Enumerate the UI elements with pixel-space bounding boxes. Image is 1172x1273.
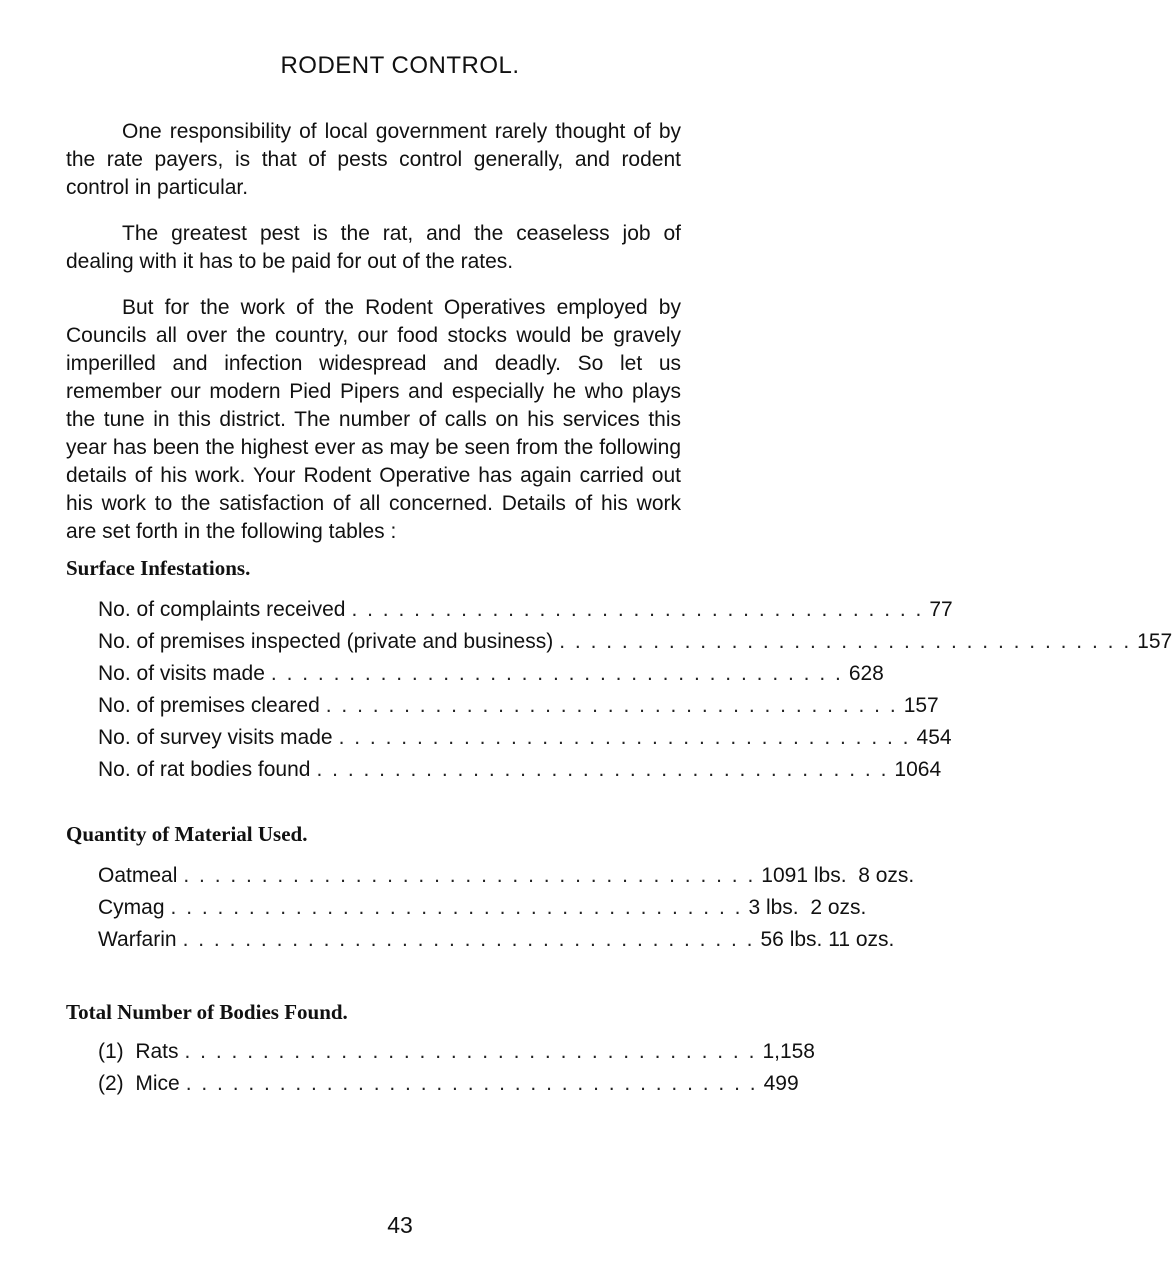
row-label: Warfarin [98, 928, 177, 951]
leader-dots: . . . . . . . . . . . . . . . . . . . . . . . . . . . . . . . . . . . . . [325, 694, 898, 717]
row-value: 77 [929, 598, 953, 621]
row-label: No. of rat bodies found [98, 758, 311, 781]
row-label: (1) Rats [98, 1040, 179, 1063]
row-value: 56 lbs. 11 ozs. [760, 928, 895, 951]
leader-dots: . . . . . . . . . . . . . . . . . . . . . . . . . . . . . . . . . . . . . [270, 662, 843, 685]
leader-dots: . . . . . . . . . . . . . . . . . . . . . . . . . . . . . . . . . . . . . [184, 1040, 757, 1063]
material-used-heading: Quantity of Material Used. [66, 822, 308, 846]
row-label: No. of survey visits made [98, 726, 333, 749]
paragraph-1: One responsibility of local government rarely thought of by the rate payers, is that of pests control generally, and rodent control in particular. [66, 120, 681, 199]
leader-dots: . . . . . . . . . . . . . . . . . . . . . . . . . . . . . . . . . . . . . [170, 896, 743, 919]
leader-dots: . . . . . . . . . . . . . . . . . . . . . . . . . . . . . . . . . . . . . [185, 1072, 758, 1095]
paragraph-2: The greatest pest is the rat, and the ceaseless job of dealing with it has to be paid for out of the rates. [66, 222, 681, 273]
row-label: Oatmeal [98, 864, 178, 887]
row-value: 454 [916, 726, 952, 749]
page-number: 43 [387, 1212, 413, 1238]
surface-row [98, 662, 884, 686]
surface-infestations-heading: Surface Infestations. [66, 556, 251, 580]
material-row [98, 928, 895, 952]
leader-dots: . . . . . . . . . . . . . . . . . . . . . . . . . . . . . . . . . . . . . [316, 758, 889, 781]
row-value: 628 [848, 662, 884, 685]
row-value: 1,158 [762, 1040, 815, 1063]
row-value: 499 [763, 1072, 799, 1095]
row-value: 157 [1137, 630, 1172, 653]
surface-row [98, 630, 1172, 654]
leader-dots: . . . . . . . . . . . . . . . . . . . . . . . . . . . . . . . . . . . . . [351, 598, 924, 621]
leader-dots: . . . . . . . . . . . . . . . . . . . . . . . . . . . . . . . . . . . . . [338, 726, 911, 749]
row-value: 1064 [894, 758, 942, 781]
row-label: No. of premises cleared [98, 694, 320, 717]
row-label: (2) Mice [98, 1072, 180, 1095]
bodies-row [98, 1040, 815, 1064]
surface-row [98, 598, 953, 622]
material-row [98, 896, 867, 920]
paragraph-3: But for the work of the Rodent Operatives employed by Councils all over the country, our food stocks would be gravely imperilled and infection widespread and deadly. So let us remember our modern Pied Pipers and especially he who plays the tune in this district. The number of calls on his services this year has been the highest ever as may be seen from the following details of his work. Your Rodent Operative has again carried out his work to the satisfaction of all concerned. Details of his work are set forth in the following tables : [66, 296, 681, 543]
row-label: No. of visits made [98, 662, 265, 685]
bodies-row [98, 1072, 799, 1096]
row-value: 157 [903, 694, 939, 717]
leader-dots: . . . . . . . . . . . . . . . . . . . . . . . . . . . . . . . . . . . . . [182, 928, 755, 951]
row-label: Cymag [98, 896, 165, 919]
leader-dots: . . . . . . . . . . . . . . . . . . . . . . . . . . . . . . . . . . . . . [559, 630, 1132, 653]
surface-row [98, 694, 939, 718]
surface-row [98, 758, 942, 782]
row-label: No. of complaints received [98, 598, 346, 621]
leader-dots: . . . . . . . . . . . . . . . . . . . . . . . . . . . . . . . . . . . . . [183, 864, 756, 887]
bodies-found-heading: Total Number of Bodies Found. [66, 1000, 348, 1024]
row-label: No. of premises inspected (private and business) [98, 630, 554, 653]
row-value: 3 lbs. 2 ozs. [748, 896, 867, 919]
surface-row [98, 726, 952, 750]
material-row [98, 864, 915, 888]
intro-text [66, 118, 681, 564]
row-value: 1091 lbs. 8 ozs. [761, 864, 915, 887]
page-title: RODENT CONTROL. [280, 52, 520, 79]
